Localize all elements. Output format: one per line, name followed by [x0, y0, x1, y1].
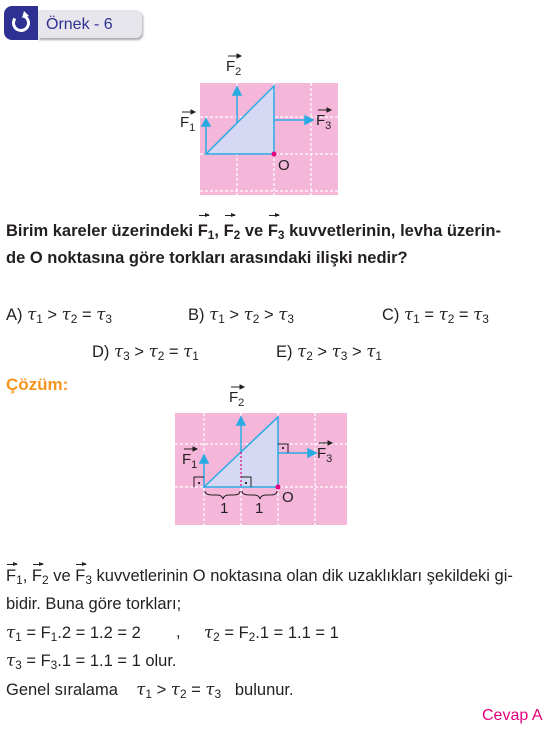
tau-symbol: τ [331, 342, 341, 361]
label-o: O [278, 157, 290, 174]
tau-index: 1 [192, 348, 199, 363]
tau-index: 2 [179, 686, 187, 701]
tau-index: 2 [157, 348, 165, 363]
answer-label: Cevap A [482, 707, 543, 724]
tau-index: 3 [105, 311, 112, 326]
equation-tau3: $\tau_3 = F_3.1 = 1.1 = 1$ olur. [6, 651, 177, 672]
tau-symbol: τ [27, 305, 37, 324]
label-f1: $F_1$ [180, 114, 196, 134]
tau-symbol: τ [297, 342, 307, 361]
distance-label-1: 1 [220, 500, 229, 517]
tau-index: 3 [340, 348, 348, 363]
point-o [272, 152, 277, 157]
tau-index: 2 [70, 311, 78, 326]
option-a[interactable] [6, 305, 112, 326]
option-letter: D) [92, 343, 114, 361]
vector-f2: F [224, 218, 234, 245]
relation-operator: > [259, 306, 279, 324]
solution-point-o [276, 485, 281, 490]
tau-index: 3 [123, 348, 130, 363]
equation-tau2: $\tau_2 = F_2.1 = 1.1 = 1$ [204, 623, 339, 644]
general-ordering: Genel sıralama $\tau_1 > \tau_2 = \tau_3$ bulunur. [6, 680, 294, 701]
solution-para-line-2: bidir. Buna göre torkları; [6, 595, 182, 613]
equation-separator: , [176, 623, 181, 641]
equation-tau1: $\tau_1 = F_1.2 = 1.2 = 2$ [6, 623, 141, 644]
tau-symbol: τ [209, 305, 219, 324]
relation-operator: = [419, 306, 439, 324]
ordering-expression [136, 681, 221, 699]
option-e[interactable] [276, 342, 382, 363]
tau-index: 3 [287, 311, 294, 326]
tau-index: 1 [145, 686, 152, 701]
tau-index: 1 [36, 311, 43, 326]
tau-index: 1 [375, 348, 382, 363]
relation-operator: > [42, 306, 62, 324]
relation-operator: = [186, 681, 206, 699]
option-d[interactable] [92, 342, 199, 363]
tau-symbol: τ [170, 680, 180, 699]
tau-symbol: τ [473, 305, 483, 324]
solution-heading: Çözüm: [6, 375, 69, 394]
example-label: Örnek - 6 [46, 16, 113, 33]
option-letter: E) [276, 343, 298, 361]
tau-index: 1 [218, 311, 225, 326]
tau-index: 3 [214, 686, 222, 701]
tau-index: 2 [306, 348, 313, 363]
solution-para-line-1: $F_1$, $F_2$ ve $F_3$ kuvvetlerinin O noktasına olan dik uzaklıkları şekildeki gi- [6, 567, 513, 587]
option-letter: B) [188, 306, 210, 324]
vector-f1: F [198, 218, 208, 245]
tau-symbol: τ [366, 342, 376, 361]
question-line-2: de O noktasına göre torkları arasındaki ilişki nedir? [6, 249, 408, 267]
tau-symbol: τ [404, 305, 414, 324]
tau-symbol: τ [278, 305, 288, 324]
tau-index: 3 [482, 311, 489, 326]
relation-operator: > [312, 343, 332, 361]
sol-vector-f1: F [6, 567, 17, 585]
tau-symbol: τ [61, 305, 71, 324]
solution-label-f3: $F_3$ [317, 445, 333, 465]
relation-operator: > [224, 306, 244, 324]
relation-operator: = [164, 343, 184, 361]
solution-label-f1: $F_1$ [182, 451, 198, 471]
question-prefix: Birim kareler üzerindeki [6, 222, 194, 240]
sol-vector-f3: F [75, 567, 86, 585]
option-b[interactable] [188, 305, 294, 326]
option-letter: C) [382, 306, 404, 324]
relation-operator: > [347, 343, 367, 361]
label-f2: $F_2$ [226, 58, 242, 78]
relation-operator: = [454, 306, 474, 324]
tau-symbol: τ [183, 342, 193, 361]
solution-figure [165, 380, 365, 528]
solution-para-suffix: kuvvetlerinin O noktasına olan dik uzaklıkları şekildeki gi- [96, 567, 513, 585]
relation-operator: > [129, 343, 149, 361]
question-figure [170, 50, 370, 200]
option-c[interactable] [382, 305, 489, 326]
example-icon-box [4, 6, 38, 40]
tau-index: 2 [447, 311, 455, 326]
vector-f3: F [268, 218, 278, 245]
solution-label-o: O [282, 489, 294, 506]
sol-vector-f2: F [31, 567, 42, 585]
tau-symbol: τ [114, 342, 124, 361]
question-line-1: Birim kareler üzerindeki $F_1$, $F_2$ ve $F_3$ kuvvetlerinin, levha üzerin- [6, 218, 501, 249]
tau-symbol: τ [148, 342, 158, 361]
tau-index: 2 [252, 311, 260, 326]
example-label-box [38, 10, 142, 38]
option-letter: A) [6, 306, 28, 324]
question-suffix: kuvvetlerinin, levha üzerin- [289, 222, 501, 240]
tau-symbol: τ [438, 305, 448, 324]
tau-symbol: τ [96, 305, 106, 324]
label-f3: $F_3$ [316, 112, 332, 132]
solution-label-f2: $F_2$ [229, 389, 245, 409]
relation-operator: > [151, 681, 171, 699]
tau-symbol: τ [136, 680, 146, 699]
tau-symbol: τ [243, 305, 253, 324]
distance-label-2: 1 [255, 500, 264, 517]
refresh-icon [4, 6, 38, 40]
example-tag [4, 6, 142, 40]
tau-symbol: τ [205, 680, 215, 699]
relation-operator: = [77, 306, 97, 324]
tau-index: 1 [413, 311, 420, 326]
